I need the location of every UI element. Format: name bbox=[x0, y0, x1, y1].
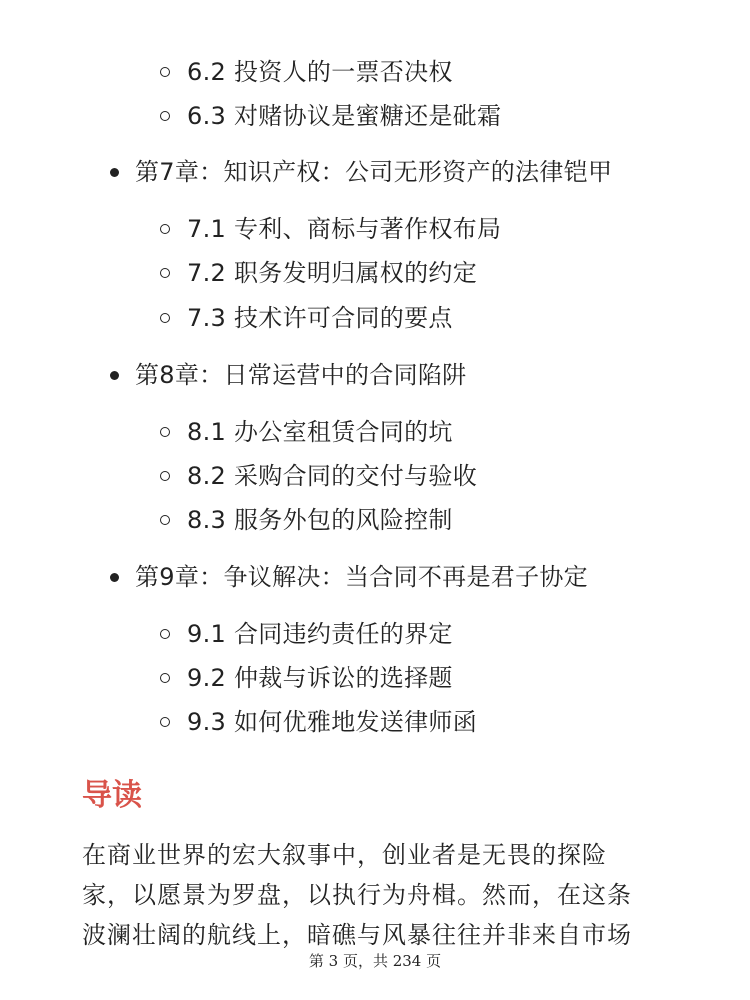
toc-chapter-item[interactable] bbox=[110, 150, 612, 194]
toc-section-item[interactable] bbox=[160, 207, 501, 251]
page-number-footer: 第 3 页，共 234 页 bbox=[308, 952, 442, 970]
intro-heading: 导读 bbox=[82, 778, 142, 813]
circle-bullet-icon bbox=[160, 515, 170, 525]
toc-chapter-item[interactable] bbox=[110, 555, 588, 599]
circle-bullet-icon bbox=[160, 224, 170, 234]
circle-bullet-icon bbox=[160, 313, 170, 323]
toc-chapter-label: 第8章：日常运营中的合同陷阱 bbox=[135, 361, 467, 389]
toc-section-label: 8.2 采购合同的交付与验收 bbox=[187, 462, 477, 490]
circle-bullet-icon bbox=[160, 67, 170, 77]
toc-section-label: 8.1 办公室租赁合同的坑 bbox=[187, 418, 453, 446]
toc-section-label: 7.3 技术许可合同的要点 bbox=[187, 304, 453, 332]
toc-section-item[interactable] bbox=[160, 454, 477, 498]
paragraph-line: 波澜壮阔的航线上，暗礁与风暴往往并非来自市场 bbox=[82, 921, 632, 949]
circle-bullet-icon bbox=[160, 268, 170, 278]
circle-bullet-icon bbox=[160, 629, 170, 639]
toc-section-item[interactable] bbox=[160, 700, 477, 744]
toc-section-label: 8.3 服务外包的风险控制 bbox=[187, 506, 453, 534]
toc-section-item[interactable] bbox=[160, 410, 453, 454]
toc-section-label: 6.3 对赌协议是蜜糖还是砒霜 bbox=[187, 102, 502, 130]
toc-section-item[interactable] bbox=[160, 296, 453, 340]
toc-chapter-item[interactable] bbox=[110, 353, 466, 397]
circle-bullet-icon bbox=[160, 717, 170, 727]
toc-section-item[interactable] bbox=[160, 94, 501, 138]
toc-section-item[interactable] bbox=[160, 612, 453, 656]
toc-chapter-label: 第9章：争议解决：当合同不再是君子协定 bbox=[135, 563, 588, 591]
circle-bullet-icon bbox=[160, 427, 170, 437]
paragraph-line: 家，以愿景为罗盘，以执行为舟楫。然而，在这条 bbox=[82, 881, 632, 909]
intro-paragraph bbox=[82, 835, 682, 955]
toc-section-item[interactable] bbox=[160, 498, 453, 542]
toc-section-label: 6.2 投资人的一票否决权 bbox=[187, 58, 453, 86]
toc-chapter-label: 第7章：知识产权：公司无形资产的法律铠甲 bbox=[135, 158, 613, 186]
disc-bullet-icon bbox=[110, 371, 119, 380]
toc-section-item[interactable] bbox=[160, 251, 477, 295]
paragraph-line: 在商业世界的宏大叙事中，创业者是无畏的探险 bbox=[82, 841, 607, 869]
circle-bullet-icon bbox=[160, 673, 170, 683]
toc-section-item[interactable] bbox=[160, 50, 453, 94]
circle-bullet-icon bbox=[160, 111, 170, 121]
circle-bullet-icon bbox=[160, 471, 170, 481]
disc-bullet-icon bbox=[110, 573, 119, 582]
toc-section-label: 7.2 职务发明归属权的约定 bbox=[187, 259, 477, 287]
toc-section-item[interactable] bbox=[160, 656, 453, 700]
toc-section-label: 9.3 如何优雅地发送律师函 bbox=[187, 708, 477, 736]
toc-section-label: 9.1 合同违约责任的界定 bbox=[187, 620, 453, 648]
disc-bullet-icon bbox=[110, 168, 119, 177]
toc-section-label: 7.1 专利、商标与著作权布局 bbox=[187, 215, 502, 243]
toc-section-label: 9.2 仲裁与诉讼的选择题 bbox=[187, 664, 453, 692]
